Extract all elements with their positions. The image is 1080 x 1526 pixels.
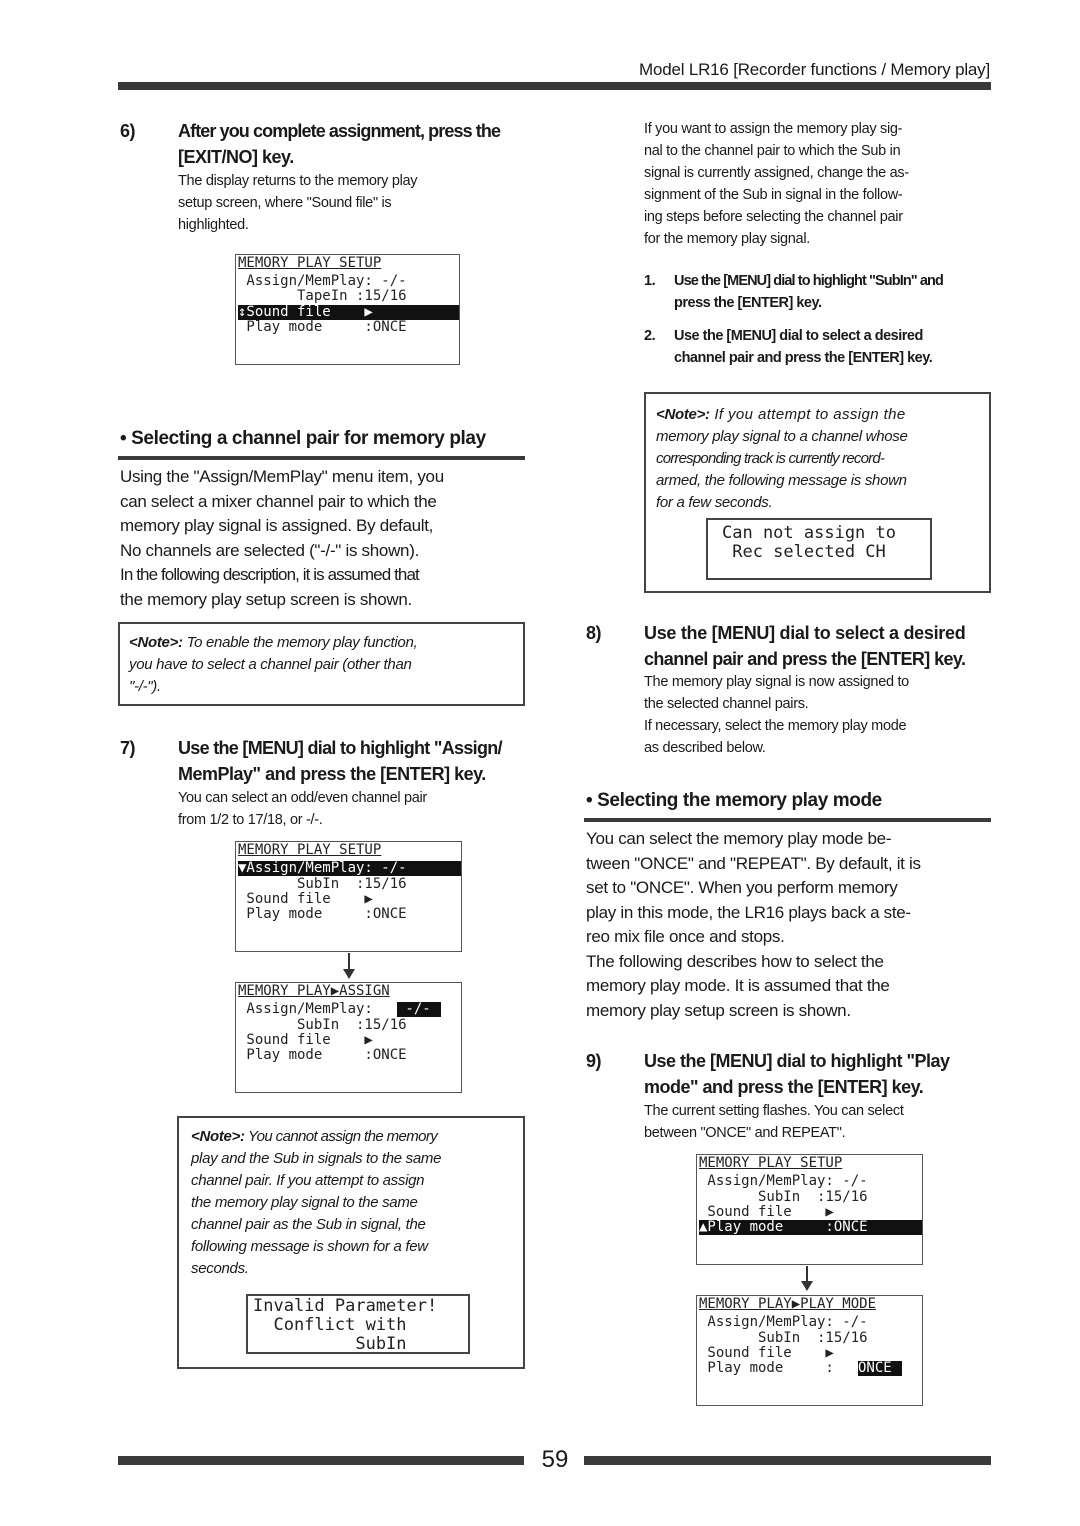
- step-line-1: After you complete assignment, press the: [178, 121, 501, 141]
- desc-line: If necessary, select the memory play mode: [644, 718, 907, 734]
- body-line: Using the "Assign/MemPlay" menu item, you: [120, 467, 444, 486]
- error-message-rec-selected: [706, 518, 932, 580]
- note-box-1: [118, 622, 525, 706]
- lcd-row: TapeIn :15/16: [238, 288, 407, 304]
- body-line: can select a mixer channel pair to which the: [120, 491, 437, 511]
- note-text: You cannot assign the memory: [244, 1128, 438, 1145]
- substep-number: 1.: [644, 273, 656, 289]
- note-text: for a few seconds.: [656, 494, 773, 511]
- note-text: armed, the following message is shown: [656, 472, 907, 489]
- body-line: You can select the memory play mode be-: [586, 829, 892, 848]
- step-line-2: channel pair and press the [ENTER] key.: [644, 649, 966, 669]
- down-arrow-icon: [801, 1281, 813, 1291]
- step-9-description: [644, 1100, 904, 1144]
- lcd-row: Assign/MemPlay: -/-: [699, 1173, 868, 1189]
- step-number: 7): [120, 738, 136, 758]
- note-text: seconds.: [191, 1260, 249, 1277]
- lcd-memory-play-mode: [696, 1295, 923, 1406]
- lcd-row: Play mode :ONCE: [238, 319, 407, 335]
- section-title-play-mode: • Selecting the memory play mode: [586, 790, 882, 811]
- page-number: 59: [541, 1446, 569, 1473]
- note-box-2: [177, 1116, 525, 1369]
- section-rule: [584, 818, 991, 822]
- lcd-row: Assign/MemPlay:: [238, 1001, 373, 1017]
- lcd-row: Sound file ▶: [699, 1204, 834, 1220]
- substep-line: channel pair and press the [ENTER] key.: [674, 350, 933, 366]
- note-text: following message is shown for a few: [191, 1238, 428, 1255]
- desc-line: The display returns to the memory play: [178, 173, 418, 189]
- substep-number: 2.: [644, 328, 656, 344]
- step-line-1: Use the [MENU] dial to select a desired: [644, 623, 966, 643]
- body-line: memory play mode. It is assumed that the: [586, 976, 890, 995]
- lcd-memory-play-setup-2: [235, 841, 462, 952]
- lcd-row: Assign/MemPlay: -/-: [699, 1314, 868, 1330]
- section-1-body: [120, 465, 444, 612]
- lcd-row: Sound file ▶: [699, 1345, 834, 1361]
- lcd-highlight-value: ONCE: [858, 1360, 901, 1376]
- down-arrow-icon: [343, 969, 355, 979]
- desc-line: You can select an odd/even channel pair: [178, 790, 427, 806]
- message-line: Can not assign to: [722, 523, 896, 543]
- lcd-highlight-value: -/-: [397, 1001, 440, 1017]
- substep-1: [644, 270, 994, 314]
- desc-line: as described below.: [644, 740, 766, 756]
- body-line: tween "ONCE" and "REPEAT". By default, it is: [586, 853, 921, 873]
- section-rule: [118, 456, 525, 460]
- note-text: memory play signal to a channel whose: [656, 428, 908, 445]
- step-line-2: mode" and press the [ENTER] key.: [644, 1077, 924, 1097]
- desc-line: The current setting flashes. You can select: [644, 1103, 904, 1119]
- substep-line: Use the [MENU] dial to highlight "SubIn" and: [674, 273, 943, 289]
- body-line: the memory play setup screen is shown.: [120, 589, 412, 609]
- message-line: SubIn: [253, 1334, 407, 1354]
- lcd-row: SubIn :15/16: [699, 1330, 868, 1346]
- body-line: memory play setup screen is shown.: [586, 1000, 851, 1020]
- footer-bar-left: [118, 1456, 524, 1465]
- substep-2: [644, 325, 994, 369]
- flow-arrow-line: [348, 953, 350, 970]
- step-7-description: [178, 787, 427, 831]
- error-message-conflict: [246, 1294, 470, 1354]
- message-line: Invalid Parameter!: [253, 1296, 438, 1316]
- page-header-title: Model LR16 [Recorder functions / Memory play]: [639, 60, 990, 79]
- message-line: Conflict with: [253, 1315, 407, 1335]
- note-text: corresponding track is currently record-: [656, 450, 885, 467]
- lcd-memory-play-assign: [235, 982, 462, 1093]
- step-8-description: [644, 671, 909, 759]
- substep-line: Use the [MENU] dial to select a desired: [674, 328, 923, 344]
- step-number: 8): [586, 623, 602, 643]
- section-2-body: [586, 827, 921, 1023]
- lcd-row: Sound file ▶: [238, 1032, 373, 1048]
- step-number: 6): [120, 121, 136, 141]
- note-text: you have to select a channel pair (other than: [129, 656, 412, 673]
- step-line-2: [EXIT/NO] key.: [178, 147, 294, 167]
- right-intro: [644, 118, 909, 250]
- intro-line: If you want to assign the memory play sig-: [644, 121, 903, 137]
- step-6-description: [178, 170, 417, 236]
- lcd-row: Play mode :ONCE: [238, 906, 407, 922]
- note-text: "-/-").: [129, 678, 161, 695]
- desc-line: highlighted.: [178, 217, 249, 233]
- body-line: No channels are selected ("-/-" is shown).: [120, 540, 419, 560]
- step-number: 9): [586, 1051, 602, 1071]
- lcd-row: Assign/MemPlay: -/-: [238, 273, 407, 289]
- note-text: To enable the memory play function,: [182, 634, 418, 651]
- note-text: channel pair. If you attempt to assign: [191, 1172, 425, 1189]
- section-title-channel-pair: • Selecting a channel pair for memory play: [120, 428, 486, 449]
- step-7: [120, 735, 540, 789]
- lcd-row: Play mode :ONCE: [238, 1047, 407, 1063]
- lcd-memory-play-setup-1: [235, 254, 460, 365]
- footer-bar-right: [584, 1456, 991, 1465]
- step-line-2: MemPlay" and press the [ENTER] key.: [178, 764, 486, 784]
- lcd-row: Play mode :: [699, 1360, 834, 1376]
- body-line: memory play signal is assigned. By default,: [120, 516, 434, 535]
- note-box-3: [644, 392, 991, 593]
- lcd-highlight-row: ▲Play mode :ONCE: [699, 1220, 922, 1235]
- lcd-header: MEMORY PLAY SETUP: [238, 255, 382, 271]
- note-text: play and the Sub in signals to the same: [191, 1150, 442, 1167]
- lcd-row: SubIn :15/16: [238, 876, 407, 892]
- desc-line: between "ONCE" and REPEAT".: [644, 1125, 846, 1141]
- header-rule: [118, 82, 991, 90]
- note-text: the memory play signal to the same: [191, 1194, 418, 1211]
- lcd-header: MEMORY PLAY▶ASSIGN: [238, 983, 390, 999]
- intro-line: signal is currently assigned, change the as-: [644, 165, 909, 181]
- note-label: <Note>:: [129, 634, 183, 651]
- lcd-row: Sound file ▶: [238, 891, 373, 907]
- lcd-row: SubIn :15/16: [238, 1017, 407, 1033]
- note-text: If you attempt to assign the: [709, 406, 906, 423]
- body-line: reo mix file once and stops.: [586, 927, 785, 946]
- lcd-header: MEMORY PLAY SETUP: [699, 1155, 843, 1171]
- desc-line: the selected channel pairs.: [644, 696, 809, 712]
- lcd-highlight-row: ▼Assign/MemPlay: -/-: [238, 861, 461, 876]
- step-line-1: Use the [MENU] dial to highlight "Assign/: [178, 738, 502, 758]
- desc-line: from 1/2 to 17/18, or -/-.: [178, 812, 323, 828]
- desc-line: setup screen, where "Sound file" is: [178, 195, 392, 211]
- lcd-highlight-row: ↕Sound file ▶: [238, 305, 459, 320]
- body-line: The following describes how to select the: [586, 951, 884, 971]
- step-6: [120, 118, 540, 172]
- step-9: [586, 1048, 1006, 1102]
- intro-line: for the memory play signal.: [644, 231, 810, 247]
- intro-line: signment of the Sub in signal in the follow-: [644, 187, 903, 203]
- body-line: set to "ONCE". When you perform memory: [586, 878, 898, 897]
- message-line: Rec selected CH: [722, 542, 886, 562]
- lcd-header: MEMORY PLAY▶PLAY MODE: [699, 1296, 877, 1312]
- note-text: channel pair as the Sub in signal, the: [191, 1216, 426, 1233]
- intro-line: nal to the channel pair to which the Sub in: [644, 143, 901, 159]
- note-label: <Note>:: [656, 406, 710, 423]
- desc-line: The memory play signal is now assigned to: [644, 674, 909, 690]
- body-line: In the following description, it is assumed that: [120, 565, 419, 584]
- lcd-header: MEMORY PLAY SETUP: [238, 842, 382, 858]
- substep-line: press the [ENTER] key.: [674, 295, 822, 311]
- flow-arrow-line: [806, 1266, 808, 1282]
- body-line: play in this mode, the LR16 plays back a ste-: [586, 902, 911, 922]
- lcd-row: SubIn :15/16: [699, 1189, 868, 1205]
- step-line-1: Use the [MENU] dial to highlight "Play: [644, 1051, 950, 1071]
- step-8: [586, 620, 1006, 674]
- intro-line: ing steps before selecting the channel pair: [644, 209, 903, 225]
- note-label: <Note>:: [191, 1128, 245, 1145]
- lcd-memory-play-setup-3: [696, 1154, 923, 1265]
